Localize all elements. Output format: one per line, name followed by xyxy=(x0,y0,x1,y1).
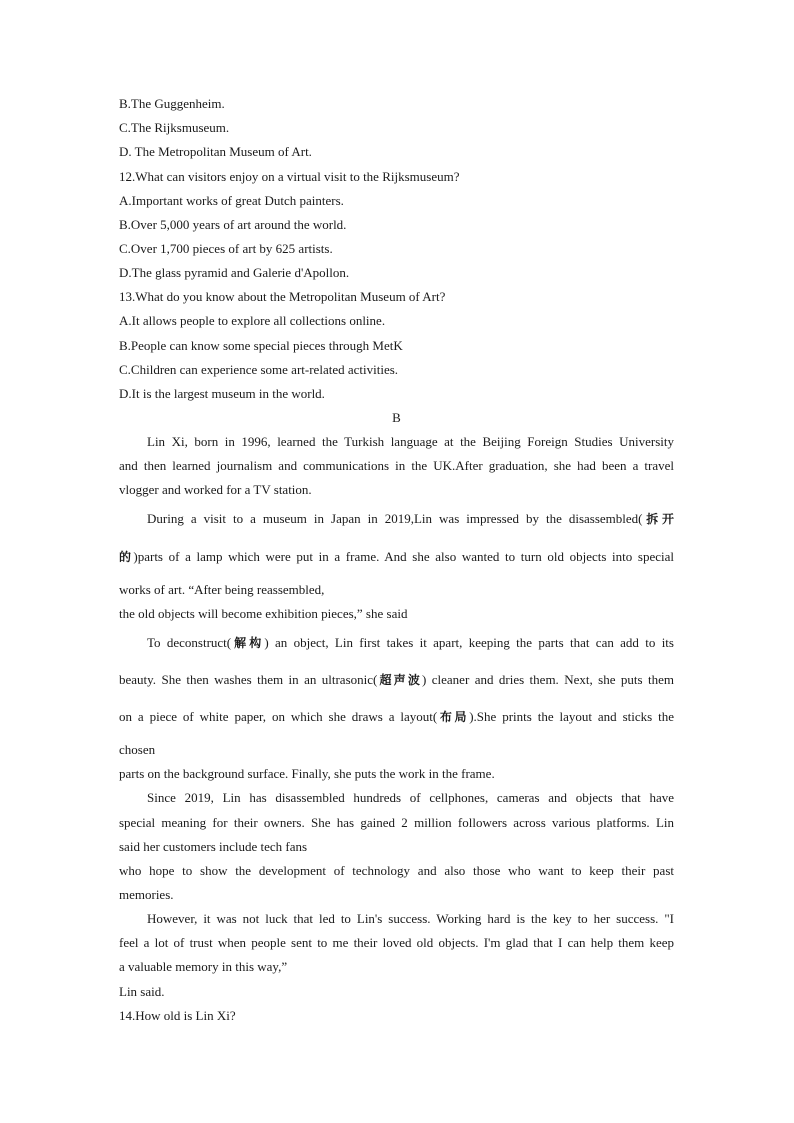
q13-option-b: B.People can know some special pieces through MetK xyxy=(119,338,403,353)
chinese-gloss: 的 xyxy=(119,550,134,564)
paragraph-1-line: vlogger and worked for a TV station. xyxy=(119,482,312,497)
paragraph-2-line xyxy=(119,511,674,527)
text-run: ).She prints the layout and sticks the xyxy=(469,709,674,724)
text-run: To deconstruct( xyxy=(147,635,232,650)
q11-option-b: B.The Guggenheim. xyxy=(119,96,225,111)
q12-option-b: B.Over 5,000 years of art around the world. xyxy=(119,217,347,232)
q12-option-c: C.Over 1,700 pieces of art by 625 artists. xyxy=(119,241,333,256)
paragraph-2-line xyxy=(119,549,674,565)
text-run: )parts of a lamp which were put in a frame. And she also wanted to turn old objects into special xyxy=(133,549,674,564)
paragraph-4-line: special meaning for their owners. She has gained 2 million followers across various platforms. Lin xyxy=(119,815,674,830)
paragraph-1-line: Lin Xi, born in 1996, learned the Turkish language at the Beijing Foreign Studies University xyxy=(147,434,674,449)
chinese-gloss: 布局 xyxy=(437,710,470,724)
q11-option-c: C.The Rijksmuseum. xyxy=(119,120,230,135)
paragraph-5-line: feel a lot of trust when people sent to me their loved old objects. I'm glad that I can help them keep xyxy=(119,935,674,950)
text-run: on a piece of white paper, on which she draws a layout( xyxy=(119,709,438,724)
paragraph-4-line: Since 2019, Lin has disassembled hundreds of cellphones, cameras and objects that have xyxy=(147,790,674,805)
paragraph-3-line: chosen xyxy=(119,742,156,757)
paragraph-5-line: a valuable memory in this way,” xyxy=(119,959,288,974)
q12-stem: 12.What can visitors enjoy on a virtual visit to the Rijksmuseum? xyxy=(119,169,460,184)
chinese-gloss: 解构 xyxy=(231,636,265,650)
text-run: During a visit to a museum in Japan in 2019,Lin was impressed by the disassembled( xyxy=(147,511,643,526)
q11-option-d: D. The Metropolitan Museum of Art. xyxy=(119,144,312,159)
q13-option-d: D.It is the largest museum in the world. xyxy=(119,386,325,401)
q13-stem: 13.What do you know about the Metropolitan Museum of Art? xyxy=(119,289,446,304)
paragraph-2-line: works of art. “After being reassembled, xyxy=(119,582,325,597)
text-run: ) cleaner and dries them. Next, she puts them xyxy=(422,672,674,687)
paragraph-5-line: However, it was not luck that led to Lin's success. Working hard is the key to her success. "I xyxy=(147,911,674,926)
paragraph-3-line xyxy=(119,709,674,725)
q14-stem: 14.How old is Lin Xi? xyxy=(119,1008,236,1023)
paragraph-4-line: who hope to show the development of technology and also those who want to keep their past xyxy=(119,863,674,878)
q12-option-a: A.Important works of great Dutch painters. xyxy=(119,193,344,208)
q12-option-d: D.The glass pyramid and Galerie d'Apollon. xyxy=(119,265,350,280)
paragraph-1-line: and then learned journalism and communications in the UK.After graduation, she had been a travel xyxy=(119,458,674,473)
chinese-gloss: 超声波 xyxy=(377,673,423,687)
chinese-gloss: 拆开 xyxy=(642,512,674,526)
paragraph-2-line: the old objects will become exhibition pieces,” she said xyxy=(119,606,408,621)
text-run: beauty. She then washes them in an ultrasonic( xyxy=(119,672,378,687)
paragraph-3-line xyxy=(119,635,674,651)
section-b-heading: B xyxy=(392,410,401,425)
q13-option-a: A.It allows people to explore all collections online. xyxy=(119,313,386,328)
paragraph-4-line: memories. xyxy=(119,887,174,902)
paragraph-3-line: parts on the background surface. Finally, she puts the work in the frame. xyxy=(119,766,495,781)
paragraph-5-line: Lin said. xyxy=(119,984,165,999)
text-run: ) an object, Lin first takes it apart, keeping the parts that can add to its xyxy=(264,635,674,650)
paragraph-3-line xyxy=(119,672,674,688)
paragraph-4-line: said her customers include tech fans xyxy=(119,839,308,854)
q13-option-c: C.Children can experience some art-related activities. xyxy=(119,362,399,377)
